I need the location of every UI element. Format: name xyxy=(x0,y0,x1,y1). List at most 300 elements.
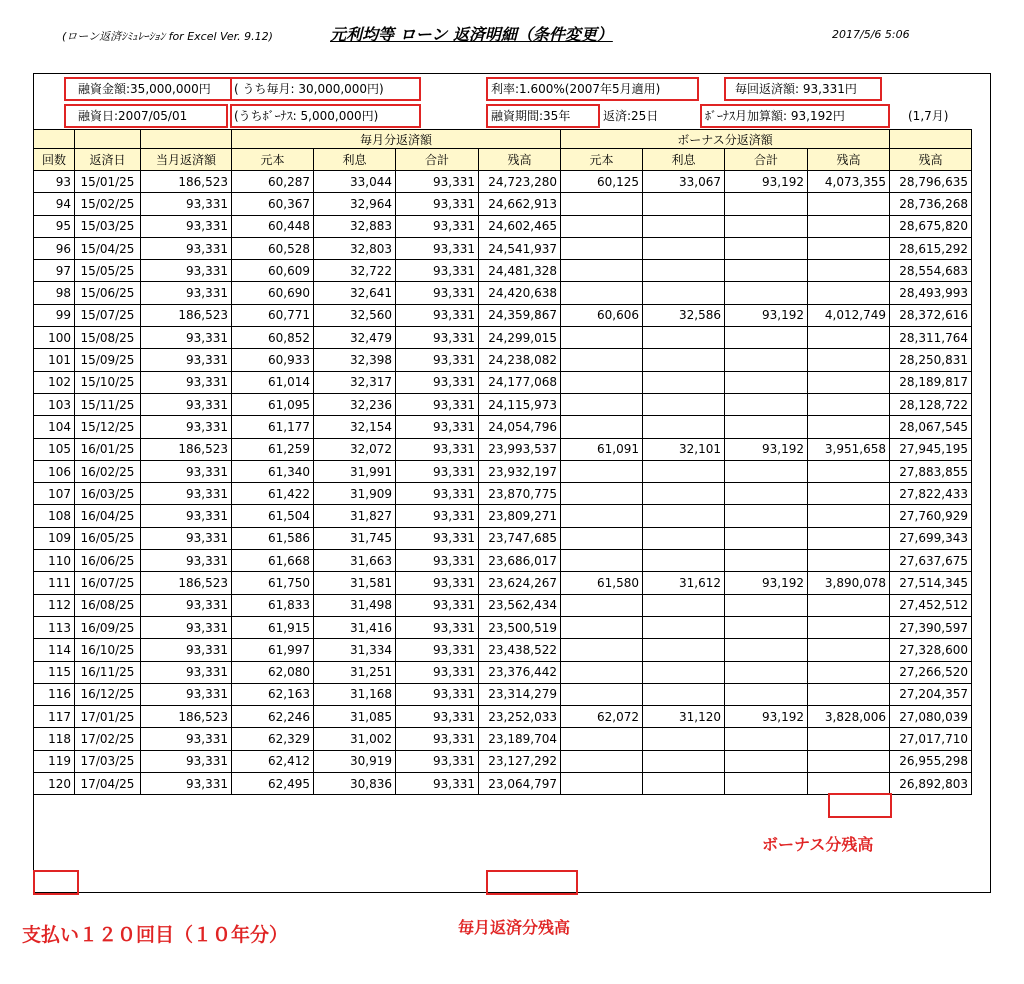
cell-bonus-principal xyxy=(561,460,643,482)
cell-principal: 61,750 xyxy=(232,572,314,594)
cell-date: 17/04/25 xyxy=(75,773,141,795)
cell-balance: 24,299,015 xyxy=(479,327,561,349)
cell-bonus-principal xyxy=(561,594,643,616)
cell-bonus-interest xyxy=(643,215,725,237)
cell-bonus-balance xyxy=(808,237,890,259)
cell-date: 15/06/25 xyxy=(75,282,141,304)
cell-interest: 31,827 xyxy=(314,505,396,527)
cell-no: 99 xyxy=(34,304,75,326)
highlight-box xyxy=(64,104,228,128)
cell-principal: 60,690 xyxy=(232,282,314,304)
highlight-box xyxy=(230,77,421,101)
highlight-box xyxy=(828,793,892,818)
cell-bonus-principal xyxy=(561,215,643,237)
cell-bonus-total xyxy=(725,527,808,549)
monthly-balance-note: 毎月返済分残高 xyxy=(458,918,571,937)
header-blank xyxy=(75,130,141,149)
cell-bonus-total xyxy=(725,505,808,527)
cell-bonus-principal: 60,125 xyxy=(561,171,643,193)
cell-date: 15/12/25 xyxy=(75,416,141,438)
cell-no: 94 xyxy=(34,193,75,215)
cell-month-total: 93,331 xyxy=(141,260,232,282)
table-row xyxy=(34,193,972,215)
cell-total: 93,331 xyxy=(396,661,479,683)
cell-date: 17/03/25 xyxy=(75,750,141,772)
cell-total: 93,331 xyxy=(396,773,479,795)
cell-balance: 24,177,068 xyxy=(479,371,561,393)
cell-bonus-total xyxy=(725,661,808,683)
cell-bonus-balance xyxy=(808,282,890,304)
cell-interest: 31,663 xyxy=(314,550,396,572)
cell-principal: 60,528 xyxy=(232,237,314,259)
cell-month-total: 186,523 xyxy=(141,572,232,594)
cell-interest: 32,641 xyxy=(314,282,396,304)
cell-month-total: 93,331 xyxy=(141,483,232,505)
cell-date: 15/07/25 xyxy=(75,304,141,326)
table-row xyxy=(34,728,972,750)
cell-date: 17/01/25 xyxy=(75,706,141,728)
cell-interest: 32,154 xyxy=(314,416,396,438)
cell-bonus-principal xyxy=(561,393,643,415)
col-header-month-total: 当月返済額 xyxy=(141,149,232,171)
cell-bonus-total xyxy=(725,327,808,349)
col-header-bonus-total: 合計 xyxy=(725,149,808,171)
cell-overall-balance: 27,822,433 xyxy=(890,483,972,505)
cell-no: 106 xyxy=(34,460,75,482)
cell-balance: 24,115,973 xyxy=(479,393,561,415)
cell-interest: 31,002 xyxy=(314,728,396,750)
cell-bonus-balance xyxy=(808,215,890,237)
cell-bonus-principal xyxy=(561,527,643,549)
cell-no: 113 xyxy=(34,616,75,638)
cell-bonus-principal xyxy=(561,728,643,750)
cell-overall-balance: 26,955,298 xyxy=(890,750,972,772)
cell-bonus-interest xyxy=(643,616,725,638)
cell-interest: 32,560 xyxy=(314,304,396,326)
cell-total: 93,331 xyxy=(396,416,479,438)
cell-total: 93,331 xyxy=(396,304,479,326)
cell-date: 16/08/25 xyxy=(75,594,141,616)
cell-balance: 24,541,937 xyxy=(479,237,561,259)
table-row xyxy=(34,438,972,460)
cell-date: 15/04/25 xyxy=(75,237,141,259)
cell-no: 114 xyxy=(34,639,75,661)
cell-bonus-balance: 3,828,006 xyxy=(808,706,890,728)
cell-bonus-balance: 3,890,078 xyxy=(808,572,890,594)
cell-balance: 23,870,775 xyxy=(479,483,561,505)
repayment-table xyxy=(33,129,972,795)
cell-no: 105 xyxy=(34,438,75,460)
cell-bonus-balance xyxy=(808,260,890,282)
cell-balance: 23,438,522 xyxy=(479,639,561,661)
header-blank xyxy=(34,130,75,149)
cell-total: 93,331 xyxy=(396,260,479,282)
table-row xyxy=(34,393,972,415)
cell-date: 17/02/25 xyxy=(75,728,141,750)
cell-date: 15/10/25 xyxy=(75,371,141,393)
bonus-months: (1,7月) xyxy=(908,109,949,123)
cell-no: 97 xyxy=(34,260,75,282)
cell-bonus-total: 93,192 xyxy=(725,171,808,193)
highlight-box xyxy=(700,104,890,128)
cell-date: 16/10/25 xyxy=(75,639,141,661)
cell-month-total: 186,523 xyxy=(141,304,232,326)
col-header-interest: 利息 xyxy=(314,149,396,171)
cell-bonus-total xyxy=(725,282,808,304)
cell-total: 93,331 xyxy=(396,750,479,772)
table-row xyxy=(34,304,972,326)
cell-bonus-balance xyxy=(808,527,890,549)
cell-month-total: 93,331 xyxy=(141,282,232,304)
cell-bonus-principal: 62,072 xyxy=(561,706,643,728)
cell-overall-balance: 27,266,520 xyxy=(890,661,972,683)
cell-bonus-balance xyxy=(808,327,890,349)
cell-month-total: 93,331 xyxy=(141,616,232,638)
cell-bonus-interest xyxy=(643,505,725,527)
cell-bonus-balance xyxy=(808,483,890,505)
cell-bonus-interest xyxy=(643,416,725,438)
cell-bonus-balance xyxy=(808,193,890,215)
cell-overall-balance: 28,372,616 xyxy=(890,304,972,326)
cell-bonus-total xyxy=(725,750,808,772)
cell-month-total: 93,331 xyxy=(141,750,232,772)
cell-bonus-total xyxy=(725,639,808,661)
highlight-box xyxy=(486,104,600,128)
table-row xyxy=(34,171,972,193)
cell-no: 120 xyxy=(34,773,75,795)
table-row xyxy=(34,371,972,393)
cell-total: 93,331 xyxy=(396,193,479,215)
cell-balance: 23,809,271 xyxy=(479,505,561,527)
app-version: (ローン返済ｼﾐｭﾚｰｼｮﾝ for Excel Ver. 9.12) xyxy=(62,30,273,43)
cell-date: 15/01/25 xyxy=(75,171,141,193)
cell-interest: 32,479 xyxy=(314,327,396,349)
table-row xyxy=(34,750,972,772)
highlight-box xyxy=(230,104,421,128)
cell-bonus-interest: 33,067 xyxy=(643,171,725,193)
highlight-box xyxy=(33,870,79,895)
cell-no: 107 xyxy=(34,483,75,505)
cell-balance: 23,932,197 xyxy=(479,460,561,482)
cell-month-total: 93,331 xyxy=(141,505,232,527)
cell-date: 16/01/25 xyxy=(75,438,141,460)
header-blank xyxy=(141,130,232,149)
highlight-box xyxy=(486,77,699,101)
table-row xyxy=(34,616,972,638)
cell-bonus-interest xyxy=(643,728,725,750)
cell-total: 93,331 xyxy=(396,282,479,304)
cell-interest: 31,251 xyxy=(314,661,396,683)
cell-month-total: 93,331 xyxy=(141,349,232,371)
cell-no: 102 xyxy=(34,371,75,393)
cell-principal: 61,340 xyxy=(232,460,314,482)
cell-principal: 61,997 xyxy=(232,639,314,661)
cell-bonus-balance xyxy=(808,349,890,371)
cell-bonus-total xyxy=(725,371,808,393)
cell-total: 93,331 xyxy=(396,550,479,572)
cell-overall-balance: 28,250,831 xyxy=(890,349,972,371)
cell-balance: 23,500,519 xyxy=(479,616,561,638)
cell-total: 93,331 xyxy=(396,371,479,393)
cell-principal: 62,246 xyxy=(232,706,314,728)
table-row xyxy=(34,594,972,616)
cell-bonus-principal xyxy=(561,750,643,772)
cell-bonus-interest xyxy=(643,327,725,349)
cell-bonus-principal xyxy=(561,639,643,661)
cell-bonus-principal xyxy=(561,327,643,349)
cell-interest: 32,072 xyxy=(314,438,396,460)
cell-bonus-principal: 60,606 xyxy=(561,304,643,326)
cell-total: 93,331 xyxy=(396,505,479,527)
cell-interest: 33,044 xyxy=(314,171,396,193)
cell-bonus-balance xyxy=(808,683,890,705)
cell-principal: 61,668 xyxy=(232,550,314,572)
cell-date: 16/06/25 xyxy=(75,550,141,572)
col-header-balance: 残高 xyxy=(479,149,561,171)
col-header-overall-balance: 残高 xyxy=(890,149,972,171)
cell-principal: 61,095 xyxy=(232,393,314,415)
cell-overall-balance: 28,796,635 xyxy=(890,171,972,193)
cell-bonus-principal xyxy=(561,193,643,215)
cell-no: 118 xyxy=(34,728,75,750)
cell-bonus-balance xyxy=(808,416,890,438)
cell-bonus-balance xyxy=(808,616,890,638)
cell-bonus-total xyxy=(725,483,808,505)
table-row xyxy=(34,683,972,705)
cell-overall-balance: 27,390,597 xyxy=(890,616,972,638)
cell-month-total: 93,331 xyxy=(141,550,232,572)
col-header-date: 返済日 xyxy=(75,149,141,171)
cell-interest: 31,498 xyxy=(314,594,396,616)
cell-total: 93,331 xyxy=(396,706,479,728)
table-row xyxy=(34,706,972,728)
cell-bonus-balance xyxy=(808,550,890,572)
table-row xyxy=(34,327,972,349)
cell-principal: 60,771 xyxy=(232,304,314,326)
cell-overall-balance: 26,892,803 xyxy=(890,773,972,795)
cell-interest: 30,919 xyxy=(314,750,396,772)
cell-bonus-balance xyxy=(808,750,890,772)
cell-principal: 60,933 xyxy=(232,349,314,371)
cell-balance: 23,189,704 xyxy=(479,728,561,750)
cell-month-total: 93,331 xyxy=(141,460,232,482)
cell-interest: 31,909 xyxy=(314,483,396,505)
cell-interest: 32,398 xyxy=(314,349,396,371)
cell-interest: 32,803 xyxy=(314,237,396,259)
cell-bonus-interest: 31,612 xyxy=(643,572,725,594)
cell-month-total: 93,331 xyxy=(141,327,232,349)
cell-no: 96 xyxy=(34,237,75,259)
cell-date: 15/08/25 xyxy=(75,327,141,349)
cell-bonus-total xyxy=(725,393,808,415)
cell-bonus-interest: 32,101 xyxy=(643,438,725,460)
bonus-balance-note: ボーナス分残高 xyxy=(762,835,874,854)
cell-total: 93,331 xyxy=(396,438,479,460)
cell-overall-balance: 27,699,343 xyxy=(890,527,972,549)
cell-bonus-interest xyxy=(643,527,725,549)
cell-total: 93,331 xyxy=(396,639,479,661)
cell-month-total: 93,331 xyxy=(141,371,232,393)
cell-bonus-interest xyxy=(643,460,725,482)
cell-balance: 24,054,796 xyxy=(479,416,561,438)
col-header-bonus-principal: 元本 xyxy=(561,149,643,171)
cell-interest: 32,722 xyxy=(314,260,396,282)
table-body xyxy=(34,171,972,795)
cell-principal: 61,259 xyxy=(232,438,314,460)
cell-balance: 24,662,913 xyxy=(479,193,561,215)
cell-bonus-principal xyxy=(561,237,643,259)
cell-month-total: 93,331 xyxy=(141,215,232,237)
cell-date: 16/12/25 xyxy=(75,683,141,705)
cell-bonus-total: 93,192 xyxy=(725,572,808,594)
cell-no: 117 xyxy=(34,706,75,728)
cell-balance: 23,686,017 xyxy=(479,550,561,572)
cell-date: 16/04/25 xyxy=(75,505,141,527)
cell-overall-balance: 27,637,675 xyxy=(890,550,972,572)
table-row xyxy=(34,260,972,282)
col-header-bonus-balance: 残高 xyxy=(808,149,890,171)
cell-bonus-balance xyxy=(808,773,890,795)
cell-balance: 23,314,279 xyxy=(479,683,561,705)
table-row xyxy=(34,527,972,549)
cell-total: 93,331 xyxy=(396,393,479,415)
cell-month-total: 93,331 xyxy=(141,683,232,705)
cell-bonus-total xyxy=(725,237,808,259)
cell-bonus-interest xyxy=(643,349,725,371)
interest-rate: 利率:1.600%(2007年5月適用) xyxy=(491,82,661,96)
cell-total: 93,331 xyxy=(396,171,479,193)
cell-bonus-total: 93,192 xyxy=(725,304,808,326)
cell-bonus-balance xyxy=(808,371,890,393)
cell-total: 93,331 xyxy=(396,237,479,259)
col-header-no: 回数 xyxy=(34,149,75,171)
cell-no: 101 xyxy=(34,349,75,371)
cell-principal: 60,448 xyxy=(232,215,314,237)
cell-bonus-balance xyxy=(808,639,890,661)
cell-overall-balance: 28,493,993 xyxy=(890,282,972,304)
cell-overall-balance: 27,452,512 xyxy=(890,594,972,616)
cell-date: 16/09/25 xyxy=(75,616,141,638)
cell-no: 100 xyxy=(34,327,75,349)
cell-bonus-principal xyxy=(561,616,643,638)
cell-no: 115 xyxy=(34,661,75,683)
cell-principal: 62,329 xyxy=(232,728,314,750)
cell-bonus-total xyxy=(725,616,808,638)
print-datetime: 2017/5/6 5:06 xyxy=(832,28,910,41)
cell-bonus-interest xyxy=(643,260,725,282)
cell-bonus-balance xyxy=(808,505,890,527)
cell-bonus-balance xyxy=(808,393,890,415)
cell-principal: 62,412 xyxy=(232,750,314,772)
cell-overall-balance: 27,017,710 xyxy=(890,728,972,750)
cell-interest: 31,085 xyxy=(314,706,396,728)
table-row xyxy=(34,661,972,683)
cell-overall-balance: 27,204,357 xyxy=(890,683,972,705)
cell-no: 116 xyxy=(34,683,75,705)
cell-interest: 32,964 xyxy=(314,193,396,215)
cell-overall-balance: 28,554,683 xyxy=(890,260,972,282)
cell-overall-balance: 27,514,345 xyxy=(890,572,972,594)
cell-month-total: 93,331 xyxy=(141,728,232,750)
cell-bonus-balance: 4,073,355 xyxy=(808,171,890,193)
header-blank xyxy=(890,130,972,149)
cell-interest: 30,836 xyxy=(314,773,396,795)
cell-bonus-principal xyxy=(561,661,643,683)
cell-total: 93,331 xyxy=(396,728,479,750)
cell-bonus-principal xyxy=(561,550,643,572)
cell-no: 111 xyxy=(34,572,75,594)
table-row xyxy=(34,483,972,505)
loan-amount: 融資金額:35,000,000円 xyxy=(78,82,211,96)
cell-balance: 24,723,280 xyxy=(479,171,561,193)
cell-interest: 31,168 xyxy=(314,683,396,705)
highlight-box xyxy=(486,870,578,895)
cell-interest: 31,581 xyxy=(314,572,396,594)
cell-bonus-total xyxy=(725,728,808,750)
cell-bonus-interest xyxy=(643,750,725,772)
cell-balance: 23,747,685 xyxy=(479,527,561,549)
cell-bonus-total xyxy=(725,460,808,482)
cell-bonus-interest xyxy=(643,773,725,795)
cell-no: 119 xyxy=(34,750,75,772)
cell-bonus-balance xyxy=(808,728,890,750)
cell-bonus-total: 93,192 xyxy=(725,706,808,728)
cell-overall-balance: 28,128,722 xyxy=(890,393,972,415)
cell-bonus-total xyxy=(725,594,808,616)
cell-principal: 62,080 xyxy=(232,661,314,683)
cell-bonus-principal xyxy=(561,371,643,393)
cell-overall-balance: 27,945,195 xyxy=(890,438,972,460)
cell-principal: 61,014 xyxy=(232,371,314,393)
cell-balance: 24,420,638 xyxy=(479,282,561,304)
cell-month-total: 186,523 xyxy=(141,171,232,193)
bonus-portion: (うちﾎﾞｰﾅｽ: 5,000,000円) xyxy=(234,109,379,123)
cell-bonus-principal xyxy=(561,683,643,705)
cell-no: 110 xyxy=(34,550,75,572)
cell-date: 15/09/25 xyxy=(75,349,141,371)
cell-total: 93,331 xyxy=(396,683,479,705)
col-header-total: 合計 xyxy=(396,149,479,171)
cell-bonus-interest xyxy=(643,393,725,415)
cell-bonus-total xyxy=(725,215,808,237)
cell-principal: 62,495 xyxy=(232,773,314,795)
cell-no: 103 xyxy=(34,393,75,415)
table-row xyxy=(34,349,972,371)
cell-balance: 24,238,082 xyxy=(479,349,561,371)
paid-count-note: 支払い１２０回目（１０年分） xyxy=(22,924,289,946)
cell-bonus-interest: 32,586 xyxy=(643,304,725,326)
cell-interest: 31,416 xyxy=(314,616,396,638)
highlight-box xyxy=(724,77,882,101)
cell-no: 112 xyxy=(34,594,75,616)
cell-bonus-principal: 61,580 xyxy=(561,572,643,594)
cell-overall-balance: 27,760,929 xyxy=(890,505,972,527)
cell-bonus-balance: 4,012,749 xyxy=(808,304,890,326)
cell-balance: 24,359,867 xyxy=(479,304,561,326)
cell-bonus-interest xyxy=(643,594,725,616)
cell-balance: 23,127,292 xyxy=(479,750,561,772)
cell-bonus-interest xyxy=(643,282,725,304)
cell-bonus-interest xyxy=(643,639,725,661)
cell-principal: 61,586 xyxy=(232,527,314,549)
cell-overall-balance: 28,615,292 xyxy=(890,237,972,259)
highlight-box xyxy=(64,77,232,101)
cell-bonus-total xyxy=(725,683,808,705)
cell-total: 93,331 xyxy=(396,460,479,482)
cell-bonus-interest xyxy=(643,193,725,215)
cell-overall-balance: 28,311,764 xyxy=(890,327,972,349)
cell-no: 104 xyxy=(34,416,75,438)
